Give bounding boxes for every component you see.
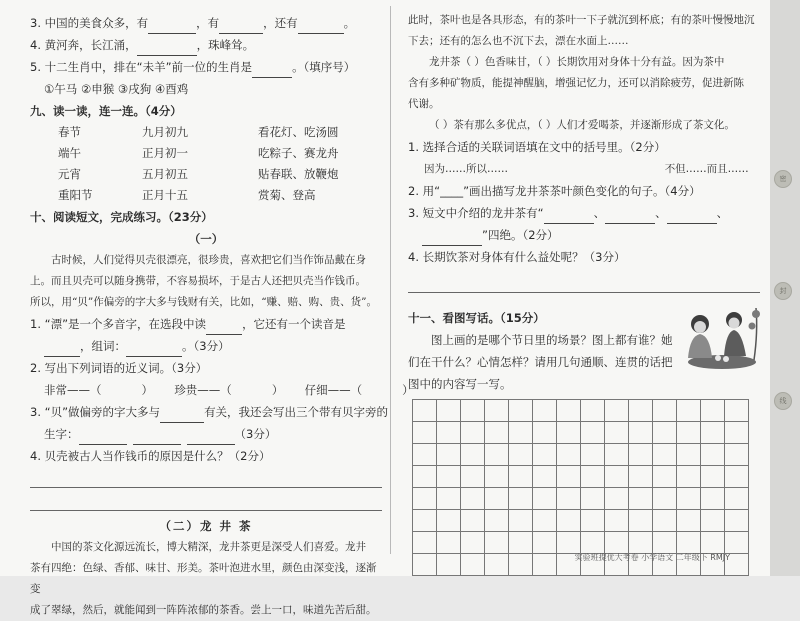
grid-cell[interactable] (437, 510, 461, 532)
grid-cell[interactable] (557, 422, 581, 444)
girl-2-face (729, 318, 740, 329)
festival-cell[interactable]: 春节 (58, 125, 81, 139)
grid-cell[interactable] (629, 510, 653, 532)
grid-cell[interactable] (461, 444, 485, 466)
grid-cell[interactable] (557, 532, 581, 554)
passage1-question-3-cont: 生字： （3分） (30, 423, 382, 445)
grid-cell[interactable] (509, 444, 533, 466)
grid-cell[interactable] (677, 510, 701, 532)
grid-cell[interactable] (677, 444, 701, 466)
question-5: 5. 十二生肖中，排在“未羊”前一位的生肖是 。（填序号） (30, 56, 382, 78)
passage1-question-2: 2. 写出下列词语的近义词。（3分） (30, 361, 208, 375)
answer-blank[interactable] (206, 320, 242, 335)
left-column (30, 12, 414, 621)
grid-cell[interactable] (533, 466, 557, 488)
writing-prompt: 图上画的是哪个节日里的场景？图上都有谁？她 (431, 333, 673, 347)
grid-cell[interactable] (413, 554, 437, 576)
festival-cell[interactable]: 元宵 (58, 167, 81, 181)
date-cell[interactable]: 五月初五 (142, 167, 188, 181)
passage1-question-3: 3. “贝”做偏旁的字大多与 有关，我还会写出三个带有贝字旁的 (30, 401, 382, 423)
answer-blank[interactable] (126, 342, 182, 357)
grid-cell[interactable] (509, 466, 533, 488)
grid-cell[interactable] (629, 466, 653, 488)
passage2-question-3-cont: ”四绝。（2分） (408, 224, 760, 246)
answer-blank[interactable] (133, 430, 181, 445)
grid-cell[interactable] (485, 554, 509, 576)
grid-cell[interactable] (533, 554, 557, 576)
festival-cell[interactable]: 重阳节 (58, 188, 93, 202)
grid-cell[interactable] (677, 488, 701, 510)
grid-cell[interactable] (461, 554, 485, 576)
answer-blank[interactable] (187, 430, 235, 445)
grid-cell[interactable] (485, 422, 509, 444)
grid-cell[interactable] (581, 400, 605, 422)
grid-cell[interactable] (605, 422, 629, 444)
grid-cell[interactable] (605, 466, 629, 488)
question-4: 4. 黄河奔，长江涌， ，珠峰耸。 (30, 34, 382, 56)
passage-2-line: 中国的茶文化源远流长，博大精深，龙井茶更是深受人们喜爱。龙井 (51, 541, 366, 553)
grid-cell[interactable] (413, 532, 437, 554)
grid-cell[interactable] (437, 488, 461, 510)
grid-cell[interactable] (701, 400, 725, 422)
grid-cell[interactable] (725, 488, 749, 510)
grid-cell[interactable] (533, 444, 557, 466)
girl-1-body (688, 334, 712, 358)
passage1-question-1-cont: ，组词： 。（3分） (30, 335, 382, 357)
binding-hole: 封 (774, 282, 792, 300)
grid-cell[interactable] (581, 422, 605, 444)
grid-cell[interactable] (725, 510, 749, 532)
grid-cell[interactable] (629, 444, 653, 466)
answer-blank[interactable] (605, 209, 655, 224)
grid-cell[interactable] (437, 400, 461, 422)
column-divider (390, 6, 391, 554)
grid-cell[interactable] (533, 422, 557, 444)
grid-cell[interactable] (605, 400, 629, 422)
custom-cell[interactable]: 看花灯、吃汤圆 (258, 125, 339, 139)
grid-cell[interactable] (461, 510, 485, 532)
grid-cell[interactable] (725, 444, 749, 466)
grid-cell[interactable] (437, 444, 461, 466)
grid-cell[interactable] (629, 532, 653, 554)
writing-prompt: 们在干什么？心情怎样？请用几句通顺、连贯的话把 (408, 355, 673, 369)
grid-cell[interactable] (653, 510, 677, 532)
grid-cell[interactable] (485, 466, 509, 488)
passage-2-line: 龙井茶（ ）色香味甘，（ ）长期饮用对身体十分有益。因为茶中 (429, 56, 725, 68)
date-cell[interactable]: 九月初九 (142, 125, 188, 139)
grid-cell[interactable] (533, 532, 557, 554)
custom-cell[interactable]: 贴春联、放鞭炮 (258, 167, 339, 181)
answer-blank[interactable] (422, 231, 482, 246)
custom-cell[interactable]: 赏菊、登高 (258, 188, 316, 202)
passage2-question-1: 1. 选择合适的关联词语填在文中的括号里。（2分） (408, 140, 666, 154)
grid-cell[interactable] (653, 444, 677, 466)
grid-cell[interactable] (485, 510, 509, 532)
festival-cell[interactable]: 端午 (58, 146, 81, 160)
grid-cell[interactable] (581, 488, 605, 510)
girl-1-face (694, 321, 706, 333)
grid-cell[interactable] (413, 488, 437, 510)
grid-cell[interactable] (557, 466, 581, 488)
grid-cell[interactable] (509, 554, 533, 576)
passage-1-line: 所以，用“贝”作偏旁的字大多与钱财有关，比如，“赚、赔、购、贵、货”。 (30, 296, 377, 308)
grid-cell[interactable] (701, 466, 725, 488)
answer-line[interactable] (408, 274, 760, 293)
grid-cell[interactable] (701, 510, 725, 532)
grid-cell[interactable] (581, 510, 605, 532)
answer-blank[interactable] (298, 19, 344, 34)
grid-cell[interactable] (677, 466, 701, 488)
passage-1-line: 古时候，人们觉得贝壳很漂亮，很珍贵，喜欢把它们当作饰品戴在身 (51, 254, 366, 266)
grid-cell[interactable] (533, 510, 557, 532)
dumpling (723, 356, 729, 362)
grid-cell[interactable] (701, 444, 725, 466)
grid-cell[interactable] (509, 532, 533, 554)
answer-blank[interactable] (160, 408, 204, 423)
answer-blank[interactable] (148, 19, 196, 34)
grid-cell[interactable] (509, 510, 533, 532)
grid-cell[interactable] (485, 532, 509, 554)
grid-cell[interactable] (557, 400, 581, 422)
grid-cell[interactable] (557, 444, 581, 466)
section-10-title: 十、阅读短文，完成练习。（23分） (30, 210, 213, 224)
grid-cell[interactable] (605, 444, 629, 466)
passage2-question-2: 2. 用“____”画出描写龙井茶茶叶颜色变化的句子。（4分） (408, 184, 701, 198)
girl-2-body (724, 330, 746, 356)
grid-cell[interactable] (701, 422, 725, 444)
answer-blank[interactable] (79, 430, 127, 445)
option-2: 不但……而且…… (664, 163, 749, 175)
grid-cell[interactable] (437, 466, 461, 488)
grid-cell[interactable] (485, 444, 509, 466)
grid-cell[interactable] (677, 532, 701, 554)
grid-cell[interactable] (677, 422, 701, 444)
date-cell[interactable]: 正月初一 (142, 146, 188, 160)
grid-cell[interactable] (437, 422, 461, 444)
grid-cell[interactable] (413, 444, 437, 466)
grid-cell[interactable] (725, 532, 749, 554)
footer-text: 实验班提优大考卷 小学语文 二年级下 RMJY (574, 553, 730, 562)
grid-cell[interactable] (461, 532, 485, 554)
passage-2-line: 成了翠绿，然后，就能闻到一阵阵浓郁的茶香。尝上一口，味道先苦后甜。 (30, 604, 377, 616)
synonym-line: 非常——（ ） 珍贵——（ ） 仔细——（ ） (44, 383, 414, 397)
binding-gutter (770, 0, 800, 576)
answer-line[interactable] (30, 469, 382, 488)
grid-cell[interactable] (413, 510, 437, 532)
dumpling (715, 355, 721, 361)
passage1-question-1: 1. “漂”是一个多音字，在选段中读 ，它还有一个读音是 (30, 313, 382, 335)
grid-cell[interactable] (413, 466, 437, 488)
passage-2-line: 下去；还有的怎么也不沉下去，漂在水面上…… (408, 35, 629, 47)
conjunction-options (408, 158, 760, 180)
passage-1-line: 上。而且贝壳可以随身携带，不容易损坏，于是古人还把贝壳当作钱币。 (30, 275, 366, 287)
answer-blank[interactable] (544, 209, 594, 224)
answer-blank[interactable] (667, 209, 717, 224)
grid-cell[interactable] (461, 466, 485, 488)
answer-line[interactable] (30, 492, 382, 511)
question-3: 3. 中国的美食众多，有 ，有 ，还有 。 (30, 12, 382, 34)
writing-prompt: 图中的内容写一写。 (408, 377, 512, 391)
grid-cell[interactable] (629, 400, 653, 422)
passage-2-line: （ ）茶有那么多优点，（ ）人们才爱喝茶，并逐渐形成了茶文化。 (429, 119, 735, 131)
grid-cell[interactable] (677, 400, 701, 422)
writing-grid[interactable] (412, 399, 749, 576)
grid-cell[interactable] (605, 510, 629, 532)
grid-cell[interactable] (485, 488, 509, 510)
grid-cell[interactable] (701, 488, 725, 510)
grid-cell[interactable] (581, 532, 605, 554)
grid-cell[interactable] (509, 400, 533, 422)
passage-2-line: 茶有四绝：色绿、香郁、味甘、形美。茶叶泡进水里，颜色由深变浅，逐渐变 (30, 562, 377, 595)
plant-leaf (752, 310, 760, 318)
grid-cell[interactable] (725, 400, 749, 422)
option-1: 因为……所以…… (424, 163, 508, 175)
grid-cell[interactable] (653, 400, 677, 422)
passage2-question-4: 4. 长期饮茶对身体有什么益处呢？（3分） (408, 250, 626, 264)
grid-cell[interactable] (581, 466, 605, 488)
grid-cell[interactable] (653, 422, 677, 444)
grid-cell[interactable] (533, 488, 557, 510)
date-cell[interactable]: 正月十五 (142, 188, 188, 202)
grid-cell[interactable] (653, 532, 677, 554)
grid-cell[interactable] (461, 400, 485, 422)
passage-1-title: （一） (188, 232, 224, 246)
answer-blank[interactable] (219, 19, 263, 34)
passage-2-title: （二）龙 井 茶 (159, 519, 253, 533)
plant-leaf (749, 323, 756, 330)
grid-cell[interactable] (557, 488, 581, 510)
passage2-question-3: 3. 短文中介绍的龙井茶有“ 、 、 、 (408, 202, 760, 224)
grid-cell[interactable] (413, 400, 437, 422)
section-9-title: 九、读一读，连一连。（4分） (30, 104, 182, 118)
grid-cell[interactable] (725, 422, 749, 444)
grid-cell[interactable] (413, 422, 437, 444)
grid-cell[interactable] (437, 554, 461, 576)
right-column (408, 10, 760, 576)
grid-cell[interactable] (461, 488, 485, 510)
binding-hole: 线 (774, 392, 792, 410)
grid-cell[interactable] (701, 532, 725, 554)
binding-hole: 密 (774, 170, 792, 188)
grid-cell[interactable] (557, 510, 581, 532)
answer-blank[interactable] (44, 342, 80, 357)
grid-cell[interactable] (581, 444, 605, 466)
grid-cell[interactable] (485, 400, 509, 422)
grid-cell[interactable] (725, 466, 749, 488)
grid-cell[interactable] (653, 466, 677, 488)
grid-cell[interactable] (605, 532, 629, 554)
grid-cell[interactable] (509, 488, 533, 510)
passage1-question-4: 4. 贝壳被古人当作钱币的原因是什么？（2分） (30, 449, 271, 463)
passage-2-line: 代谢。 (408, 98, 440, 110)
passage-2-line: 含有多种矿物质，能提神醒脑，增强记忆力，还可以消除疲劳，促进新陈 (408, 77, 744, 89)
grid-cell[interactable] (653, 488, 677, 510)
grid-cell[interactable] (629, 422, 653, 444)
grid-cell[interactable] (509, 422, 533, 444)
section-11-title: 十一、看图写话。（15分） (408, 311, 545, 325)
grid-cell[interactable] (437, 532, 461, 554)
grid-cell[interactable] (461, 422, 485, 444)
grid-cell[interactable] (629, 488, 653, 510)
matching-table (30, 122, 382, 206)
festival-illustration (678, 302, 764, 372)
options-line: ①午马 ②申猴 ③戌狗 ④酉鸡 (44, 82, 189, 96)
grid-cell[interactable] (533, 400, 557, 422)
answer-blank[interactable] (252, 63, 292, 78)
passage-2-line: 此时，茶叶也是各具形态，有的茶叶一下子就沉到杯底；有的茶叶慢慢地沉 (408, 14, 755, 26)
grid-cell[interactable] (605, 488, 629, 510)
custom-cell[interactable]: 吃粽子、赛龙舟 (258, 146, 339, 160)
answer-blank[interactable] (137, 41, 197, 56)
